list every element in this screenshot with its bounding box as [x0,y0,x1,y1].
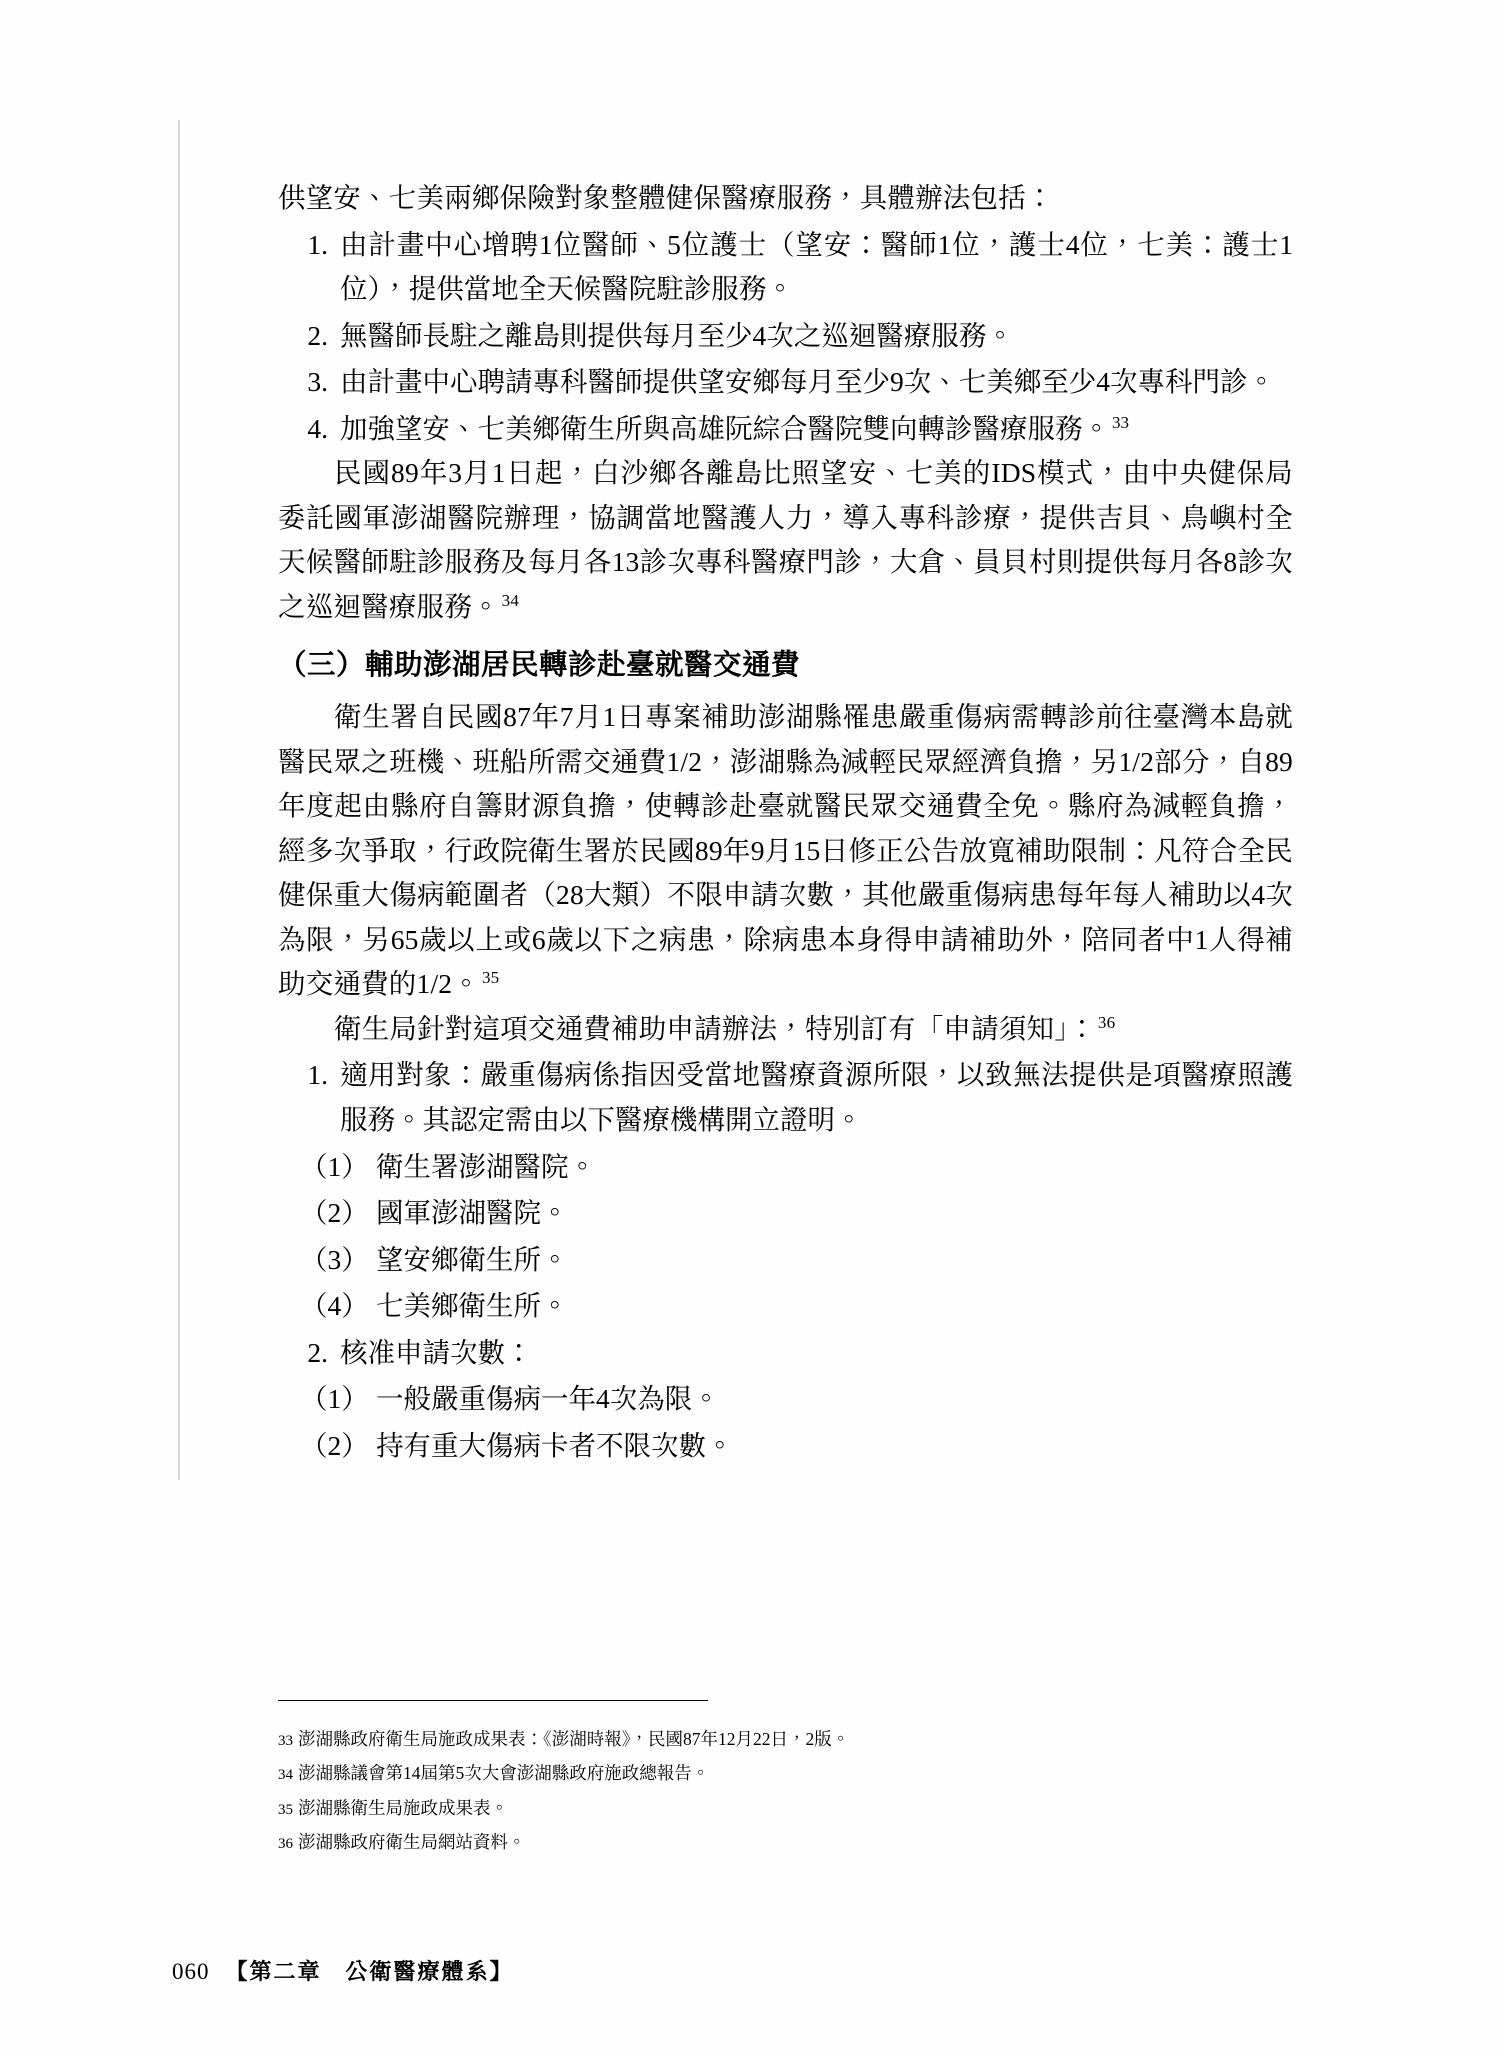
paragraph-3 [278,695,1293,1007]
list-text: 衛生署澎湖醫院。 [376,1150,596,1182]
list-text: 核准申請次數： [340,1336,533,1368]
lead-paragraph: 供望安、七美兩鄉保險對象整體健保醫療服務，具體辦法包括： [278,182,1054,213]
list-marker: 2. [307,319,328,351]
list-item [278,314,1293,359]
paragraph-2 [278,451,1293,629]
list-marker: 1. [307,228,328,260]
sub-list-1 [278,1145,1293,1329]
list-text-content: 加強望安、七美鄉衛生所與高雄阮綜合醫院雙向轉診醫療服務。 [340,412,1110,444]
list-text: 持有重大傷病卡者不限次數。 [376,1429,734,1461]
page-number: 060 [172,1959,210,1984]
footnote [278,1791,1278,1825]
numbered-list-1 [278,223,1293,452]
list-item [278,1145,1293,1190]
footnote-text: 澎湖縣衛生局施政成果表。 [298,1797,508,1818]
footnote-ref-35: 35 [481,968,500,988]
list-text: 七美鄉衛生所。 [376,1290,569,1322]
paragraph-3-text: 衛生署自民國87年7月1日專案補助澎湖縣罹患嚴重傷病需轉診前往臺灣本島就醫民眾之班機、班船所需交通費1/2，澎湖縣為減輕民眾經濟負擔，另1/2部分，自89年度起由縣府自籌財源負擔，使轉診赴臺就醫民眾交通費全免。縣府為減輕負擔，經多次爭取，行政院衛生署於民國89年9月15日修正公告放寬補助限制：凡符合全民健保重大傷病範圍者（28大類）不限申請次數，其他嚴重傷病患每年每人補助以4次為限，另65歲以上或6歲以下之病患，除病患本身得申請補助外，陪同者中1人得補助交通費的1/2。 [278,701,1293,1000]
list-item [278,1377,1293,1422]
list-text [340,407,1293,452]
sub-list-2 [278,1377,1293,1468]
footnote-ref-34: 34 [501,590,520,610]
list-text: 國軍澎湖醫院。 [376,1197,569,1229]
list-text: 無醫師長駐之離島則提供每月至少4次之巡迴醫療服務。 [340,319,1014,351]
paragraph-4 [278,1007,1293,1052]
footnote-ref-33: 33 [1112,412,1130,432]
list-marker: （1） [300,1383,369,1415]
list-marker: （2） [300,1197,369,1229]
list-marker: （4） [300,1290,369,1322]
list-marker: 1. [307,1059,328,1091]
list-item [278,1424,1293,1469]
list-marker: 2. [307,1336,328,1368]
footnote [278,1722,1278,1756]
list-text: 適用對象：嚴重傷病係指因受當地醫療資源所限，以致無法提供是項醫療照護服務。其認定需由以下醫療機構開立證明。 [340,1059,1293,1135]
footnote-number: 33 [278,1733,293,1749]
numbered-list-2 [278,1053,1293,1142]
section-heading: （三）輔助澎湖居民轉診赴臺就醫交通費 [278,650,801,682]
list-item [278,223,1293,312]
footnote-number: 34 [278,1767,293,1784]
paragraph-2-text: 民國89年3月1日起，白沙鄉各離島比照望安、七美的IDS模式，由中央健保局委託國軍澎湖醫院辦理，協調當地醫護人力，導入專科診療，提供吉貝、鳥嶼村全天候醫師駐診服務及每月各13診次專科醫療門診，大倉、員貝村則提供每月各8診次之巡迴醫療服務。 [278,457,1293,622]
footnote-text: 澎湖縣政府衛生局網站資料。 [298,1831,526,1852]
list-item [278,1191,1293,1236]
list-text: 一般嚴重傷病一年4次為限。 [376,1383,720,1415]
list-marker: 3. [307,366,328,398]
list-marker: （2） [300,1429,369,1461]
footnote-text: 澎湖縣議會第14屆第5次大會澎湖縣政府施政總報告。 [298,1763,710,1784]
list-marker: （1） [300,1150,369,1182]
list-item [278,1331,1293,1376]
footnote-text: 澎湖縣政府衛生局施政成果表：《澎湖時報》，民國87年12月22日，2版。 [298,1729,850,1749]
list-item [278,360,1293,405]
list-item [278,1238,1293,1283]
footnote [278,1825,1278,1859]
list-text: 由計畫中心增聘1位醫師、5位護士（望安：醫師1位，護士4位，七美：護士1位），提供當地全天候醫院駐診服務。 [340,228,1293,305]
numbered-list-3 [278,1331,1293,1376]
list-item [278,407,1293,452]
chapter-title: 【第二章 公衛醫療體系】 [225,1959,514,1984]
list-text: 由計畫中心聘請專科醫師提供望安鄉每月至少9次、七美鄉至少4次專科門診。 [340,366,1275,398]
footnotes [278,1722,1278,1859]
list-item [278,1284,1293,1329]
list-marker: （3） [300,1243,369,1275]
page-content [278,176,1293,1468]
footnote-number: 36 [278,1835,293,1852]
paragraph-4-text: 衛生局針對這項交通費補助申請辦法，特別訂有「申請須知」： [334,1012,1096,1044]
list-text: 望安鄉衛生所。 [376,1243,569,1275]
margin-rule [178,120,180,1480]
list-item [278,1053,1293,1142]
footnote-separator [278,1700,708,1701]
footnote-number: 35 [278,1801,293,1818]
footnote [278,1756,1278,1790]
list-marker: 4. [307,412,328,444]
footnote-ref-36: 36 [1097,1012,1116,1032]
page-footer [172,1955,972,1986]
